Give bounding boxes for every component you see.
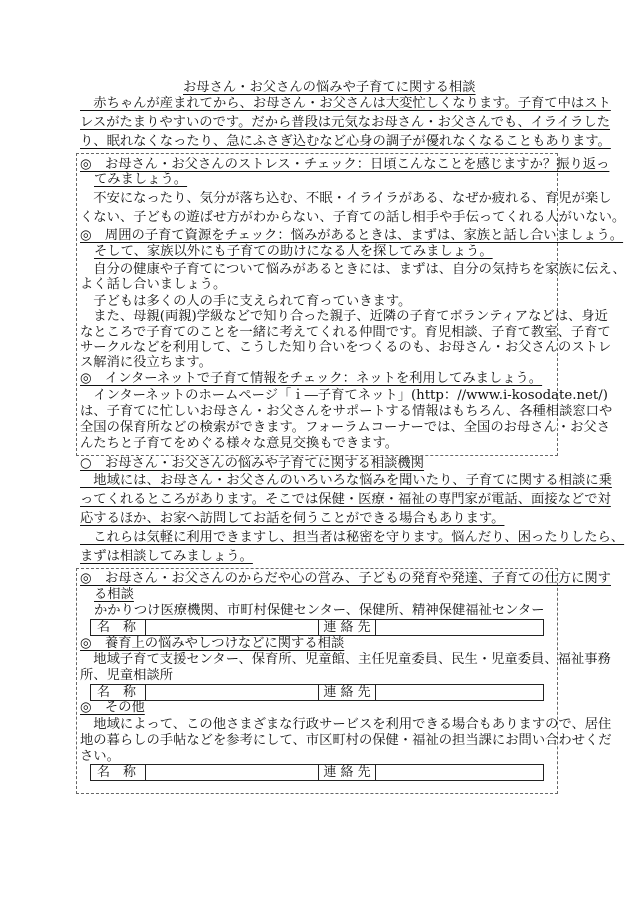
contact-field[interactable] [376,620,543,635]
contact-label: 連 絡 先 [319,620,376,635]
text-line: よく話し合いましょう。 [80,277,227,292]
text-line: なところで子育てのことを一緒に考えてくれる仲間です。育児相談、子育て教室、子育て [80,325,611,340]
text-line: サークルなどを利用して、こうした知り合いをつくるのも、お母さん・お父さんのストレ [80,340,612,355]
text-line: 地域子育て支援センター、保育所、児童館、主任児童委員、民生・児童委員、福祉事務 [80,652,611,667]
text-line: は、子育てに忙しいお母さん・お父さんをサポートする情報はもちろん、各種相談窓口や [80,404,613,419]
heading-body-mind-cont: る相談 [94,587,134,602]
text-line: 地域によって、この他さまざまな行政サービスを利用できる場合もありますので、居住 [80,717,612,732]
heading-stress-check: ◎ お母さん・お父さんのストレス・チェック：日頃こんなことを感じますか？振り返っ [80,157,610,172]
text-line: ってくれるところがあります。そこでは保健・医療・福祉の専門家が電話、面接などで対 [80,492,611,507]
heading-other: ◎ その他 [80,700,145,715]
page-title: お母さん・お父さんの悩みや子育てに関する相談 [183,80,476,95]
contact-field[interactable] [376,685,543,700]
text-line: 地域には、お母さん・お父さんのいろいろな悩みを聞いたり、子育てに関する相談に乗 [80,473,612,488]
text-line: インターネットのホームページ「ｉ―子育てネット」(http：//www.i-kosodate.net/) [80,388,608,403]
name-field[interactable] [146,765,319,780]
text-line: これらは気軽に利用できますし、担当者は秘密を守ります。悩んだり、困ったりしたら、 [80,530,625,545]
contact-field[interactable] [376,765,543,780]
text-line: んたちと子育てをめぐる様々な意見交換もできます。 [80,436,399,451]
text-line: くない、子どもの遊ばせ方がわからない、子育ての話し相手や手伝ってくれる人がいない。 [80,210,626,225]
contact-table [90,684,544,701]
contact-label: 連 絡 先 [319,765,376,780]
contact-table [90,619,544,636]
heading-stress-check-cont: てみましょう。 [94,172,188,187]
text-line: 地の暮らしの手帖などを参考にして、市区町村の保健・福祉の担当課にお問い合わせくだ [80,733,612,748]
text-line: 自分の健康や子育てについて悩みがあるときには、まずは、自分の気持ちを家族に伝え、 [80,262,626,277]
heading-resources: ◎ 周囲の子育て資源をチェック：悩みがあるときは、まずは、家族と話し合いましょう。 [80,228,624,243]
intro-line: り、眠れなくなったり、急にふさぎ込むなど心身の調子が優れなくなることもあります。 [80,134,611,149]
text-line: 所、児童相談所 [80,668,174,683]
name-label: 名 称 [91,685,146,700]
heading-consultation: ○ お母さん・お父さんの悩みや子育てに関する相談機関 [80,456,425,471]
intro-line: レスがたまりやすいのです。だから普段は元気なお母さん・お父さんでも、イライラした [80,115,611,130]
heading-internet: ◎ インターネットで子育て情報をチェック：ネットを利用してみましょう。 [80,371,543,386]
heading-resources-cont: そして、家族以外にも子育ての助けになる人を探してみましょう。 [94,244,493,259]
text-line: 応するほか、お家へ訪問してお話を伺うことができる場合もあります。 [80,511,505,526]
text-line: 全国の保育所などの検索ができます。フォーラムコーナーでは、全国のお母さん・お父さ [80,420,611,435]
text-line: また、母親(両親)学級などで知り合った親子、近隣の子育てボランティアなどは、身近 [80,309,608,324]
intro-line: 赤ちゃんが産まれてから、お母さん・お父さんは大変忙しくなります。子育て中はスト [80,96,611,111]
name-label: 名 称 [91,765,146,780]
text-line: 子どもは多くの人の手に支えられて育っていきます。 [80,294,412,309]
text-line: さい。 [80,749,120,764]
heading-parenting: ◎ 養育上の悩みやしつけなどに関する相談 [80,636,345,651]
text-line: かかりつけ医療機関、市町村保健センター、保健所、精神保健福祉センター [94,603,545,618]
text-line: ス解消に役立ちます。 [80,355,212,370]
text-line: 不安になったり、気分が落ち込む、不眠・イライラがある、なぜか疲れる、育児が楽し [80,191,612,206]
name-field[interactable] [146,620,319,635]
contact-table [90,764,544,781]
heading-body-mind: ◎ お母さん・お父さんのからだや心の営み、子どもの発育や発達、子育ての仕方に関す [80,571,611,586]
name-label: 名 称 [91,620,146,635]
contact-label: 連 絡 先 [319,685,376,700]
name-field[interactable] [146,685,319,700]
text-line: まずは相談してみましょう。 [80,549,253,564]
